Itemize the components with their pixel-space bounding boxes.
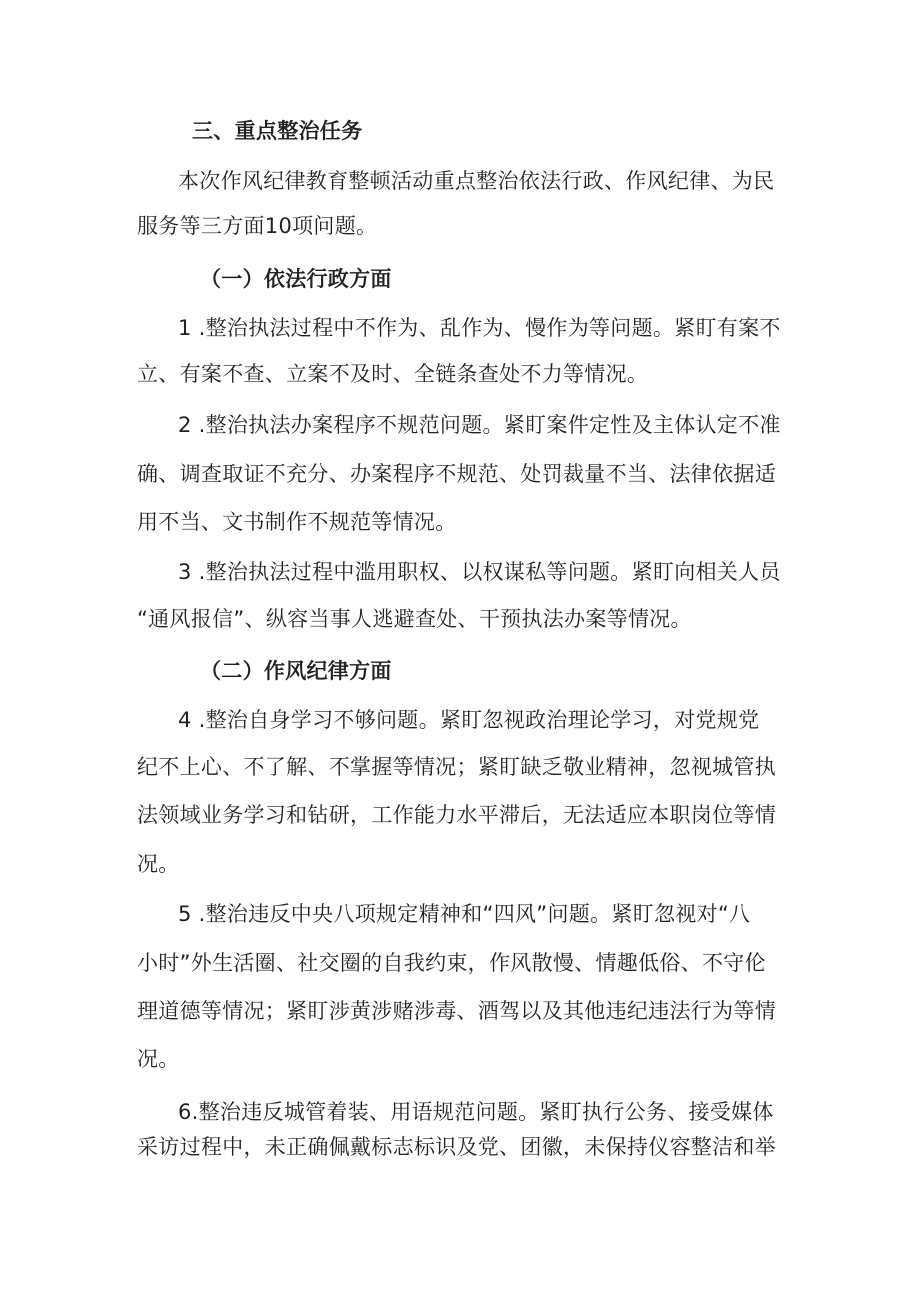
item-6-line-1: 6.整治违反城管着装、用语规范问题。紧盯执行公务、接受媒体 <box>178 1100 774 1124</box>
item-4-line-3: 法领域业务学习和钻研，工作能力水平滞后，无法适应本职岗位等情 <box>137 803 776 827</box>
intro-line-2: 服务等三方面10项问题。 <box>137 214 378 238</box>
item-4-line-4: 况。 <box>137 852 180 876</box>
item-5-line-4: 况。 <box>137 1047 180 1071</box>
item-1-line-2: 立、有案不查、立案不及时、全链条查处不力等情况。 <box>137 362 649 386</box>
item-1-line-1: 1 .整治执法过程中不作为、乱作为、慢作为等问题。紧盯有案不 <box>178 316 781 340</box>
item-5-line-1: 5 .整治违反中央八项规定精神和“四风”问题。紧盯忽视对“八 <box>178 902 751 926</box>
item-6-line-2: 采访过程中，未正确佩戴标志标识及党、团徽，未保持仪容整洁和举 <box>137 1135 776 1159</box>
intro-line-1: 本次作风纪律教育整顿活动重点整治依法行政、作风纪律、为民 <box>178 169 775 193</box>
item-2-line-2: 确、调查取证不充分、办案程序不规范、处罚裁量不当、法律依据适 <box>137 462 776 486</box>
item-2-line-1: 2 .整治执法办案程序不规范问题。紧盯案件定性及主体认定不准 <box>178 413 781 437</box>
item-5-line-2: 小时”外生活圈、社交圈的自我约束，作风散慢、情趣低俗、不守伦 <box>137 951 766 975</box>
item-2-line-3: 用不当、文书制作不规范等情况。 <box>137 510 457 534</box>
item-3-line-2: “通风报信”、纵容当事人逃避查处、干预执法办案等情况。 <box>137 607 692 631</box>
subsection-title-1: （一）依法行政方面 <box>200 267 392 291</box>
item-3-line-1: 3 .整治执法过程中滥用职权、以权谋私等问题。紧盯向相关人员 <box>178 560 781 584</box>
item-4-line-1: 4 .整治自身学习不够问题。紧盯忽视政治理论学习，对党规党 <box>178 708 760 732</box>
subsection-title-2: （二）作风纪律方面 <box>200 659 392 683</box>
item-5-line-3: 理道德等情况；紧盯涉黄涉赌涉毒、酒驾以及其他违纪违法行为等情 <box>137 999 776 1023</box>
item-4-line-2: 纪不上心、不了解、不掌握等情况；紧盯缺乏敬业精神，忽视城管执 <box>137 755 776 779</box>
section-heading: 三、重点整治任务 <box>192 119 363 143</box>
